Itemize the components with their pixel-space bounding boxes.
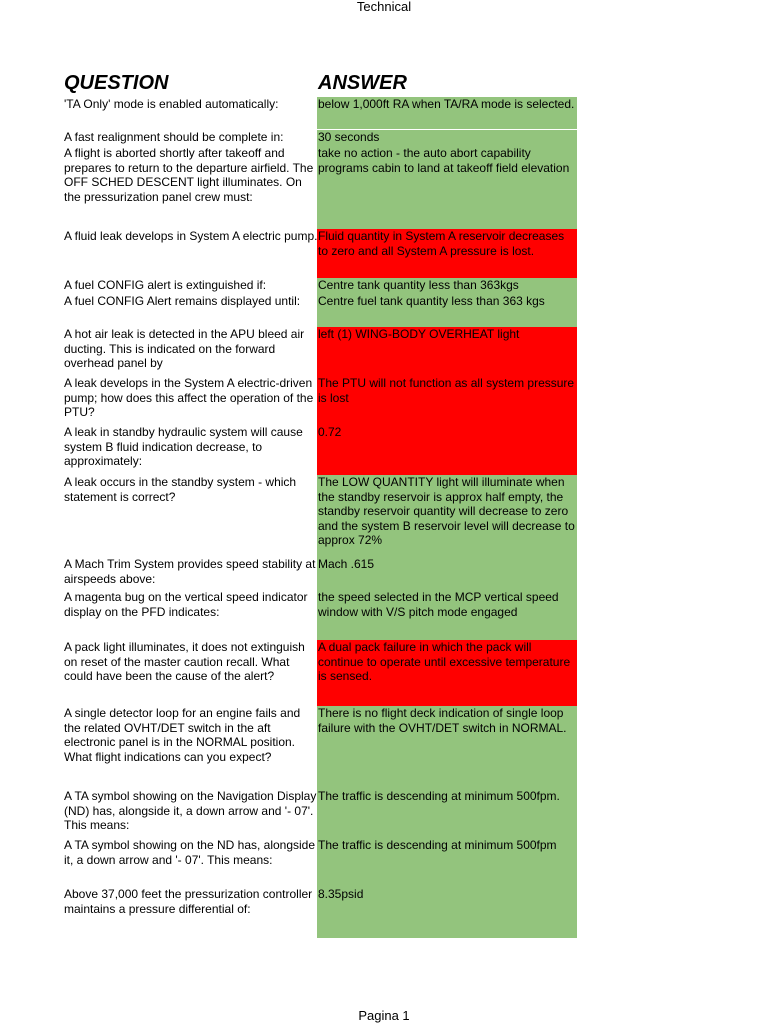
answer-text: Mach .615 (318, 557, 375, 571)
answer-text: the speed selected in the MCP vertical speed window with V/S pitch mode engaged (318, 590, 559, 619)
question-cell: A single detector loop for an engine fails and the related OVHT/DET switch in the aft electronic panel is in the NORMAL position. What flight indications can you expect? (64, 706, 301, 764)
answer-cell (317, 146, 577, 229)
table-row (0, 557, 768, 590)
answer-text: Fluid quantity in System A reservoir decreases to zero and all System A pressure is lost. (318, 229, 565, 258)
table-row (0, 146, 768, 229)
question-cell: A pack light illuminates, it does not extinguish on reset of the master caution recall. What could have been the cause of the alert? (64, 640, 305, 684)
table-row (0, 640, 768, 706)
answer-text: 8.35psid (318, 887, 364, 901)
answer-text: take no action - the auto abort capability programs cabin to land at takeoff field elevation (318, 146, 570, 175)
table-row (0, 838, 768, 887)
page-footer: Pagina 1 (358, 1008, 410, 1023)
table-row (0, 590, 768, 640)
answer-text: 0.72 (318, 425, 342, 439)
question-column-heading: QUESTION (64, 72, 169, 94)
answer-text: Centre tank quantity less than 363kgs (318, 278, 519, 292)
table-row (0, 229, 768, 278)
answer-text: The LOW QUANTITY light will illuminate when the standby reservoir is approx half empty, the standby reservoir quantity will decrease to zero and the system B reservoir level will decrease to approx 72% (318, 475, 575, 548)
page-header: Technical (356, 0, 412, 14)
table-row (0, 475, 768, 557)
table-row (0, 706, 768, 789)
answer-cell (317, 557, 577, 590)
answer-cell (317, 789, 577, 838)
table-row (0, 887, 768, 938)
table-row (0, 278, 768, 294)
answer-text: There is no flight deck indication of single loop failure with the OVHT/DET switch in NORMAL. (318, 706, 567, 735)
answer-cell (317, 97, 577, 129)
answer-text: Centre fuel tank quantity less than 363 kgs (318, 294, 545, 308)
table-row (0, 376, 768, 425)
question-cell: A TA symbol showing on the Navigation Display (ND) has, alongside it, a down arrow and '- 07'. This means: (64, 789, 317, 833)
question-cell: A hot air leak is detected in the APU bleed air ducting. This is indicated on the forward overhead panel by (64, 327, 305, 371)
answer-text: left (1) WING-BODY OVERHEAT light (318, 327, 520, 341)
answer-text: The traffic is descending at minimum 500fpm (318, 838, 557, 852)
answer-cell (317, 838, 577, 887)
answer-cell (317, 475, 577, 557)
question-cell: 'TA Only' mode is enabled automatically: (64, 97, 279, 111)
question-cell: A Mach Trim System provides speed stability at airspeeds above: (64, 557, 316, 586)
question-cell: A magenta bug on the vertical speed indicator display on the PFD indicates: (64, 590, 308, 619)
question-cell: A leak occurs in the standby system - which statement is correct? (64, 475, 297, 504)
question-cell: A leak in standby hydraulic system will cause system B fluid indication decrease, to approximately: (64, 425, 303, 469)
question-cell: A fuel CONFIG Alert remains displayed until: (64, 294, 301, 308)
question-cell: A flight is aborted shortly after takeoff and prepares to return to the departure airfield. The OFF SCHED DESCENT light illuminates. On the pressurization panel crew must: (64, 146, 314, 204)
question-cell: A fuel CONFIG alert is extinguished if: (64, 278, 267, 292)
table-row (0, 97, 768, 129)
answer-cell (317, 327, 577, 376)
answer-text: The traffic is descending at minimum 500fpm. (318, 789, 560, 803)
answer-text: 30 seconds (318, 130, 380, 144)
table-row (0, 130, 768, 146)
answer-cell (317, 706, 577, 789)
table-row (0, 327, 768, 376)
answer-column-heading: ANSWER (318, 72, 407, 94)
table-row (0, 789, 768, 838)
question-cell: A TA symbol showing on the ND has, alongside it, a down arrow and '- 07'. This means: (64, 838, 316, 867)
answer-cell (317, 376, 577, 425)
question-cell: Above 37,000 feet the pressurization controller maintains a pressure differential of: (64, 887, 313, 916)
question-cell: A fluid leak develops in System A electric pump. (64, 229, 318, 243)
answer-cell (317, 130, 577, 146)
question-cell: A fast realignment should be complete in: (64, 130, 284, 144)
table-row (0, 425, 768, 475)
answer-cell (317, 640, 577, 706)
question-cell: A leak develops in the System A electric-driven pump; how does this affect the operation of the PTU? (64, 376, 314, 420)
answer-text: below 1,000ft RA when TA/RA mode is selected. (318, 97, 575, 111)
answer-cell (317, 278, 577, 294)
answer-cell (317, 590, 577, 640)
answer-cell (317, 887, 577, 938)
answer-text: The PTU will not function as all system pressure is lost (318, 376, 575, 405)
answer-cell (317, 425, 577, 475)
answer-cell (317, 294, 577, 327)
answer-text: A dual pack failure in which the pack will continue to operate until excessive temperature is sensed. (318, 640, 571, 684)
table-row (0, 294, 768, 327)
answer-cell (317, 229, 577, 278)
